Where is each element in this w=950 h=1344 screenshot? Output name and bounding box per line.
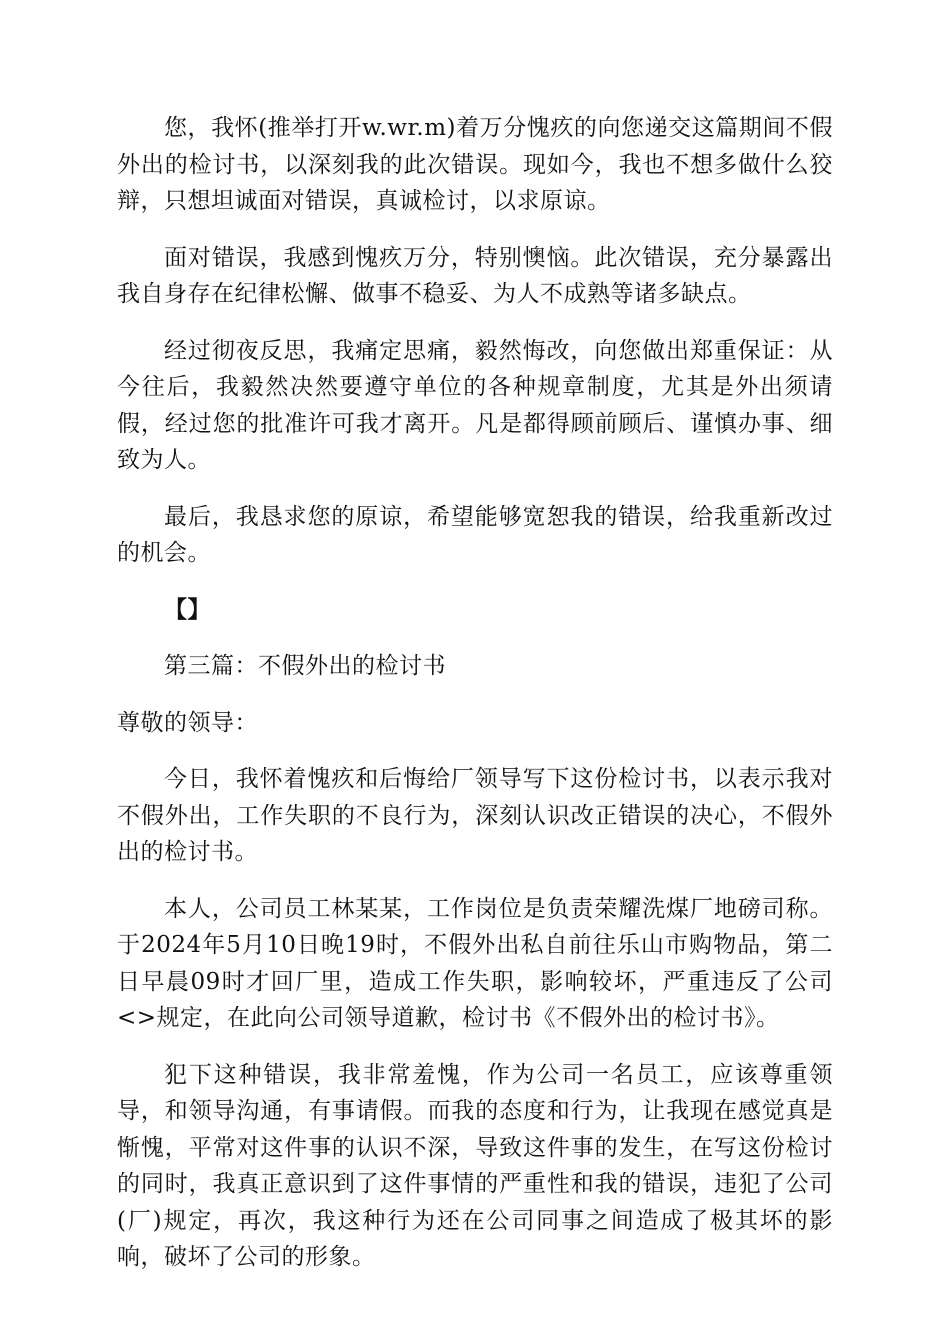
document-body xyxy=(117,110,833,1296)
paragraph-5: 今日，我怀着愧疚和后悔给厂领导写下这份检讨书，以表示我对不假外出，工作失职的不良行为，深刻认识改正错误的决心，不假外出的检讨书。 xyxy=(117,766,833,865)
paragraph-7: 犯下这种错误，我非常羞愧，作为公司一名员工，应该尊重领导，和领导沟通，有事请假。而我的态度和行为，让我现在感觉真是惭愧，平常对这件事的认识不深，导致这件事的发生，在写这份检讨的同时，我真正意识到了这件事情的严重性和我的错误，违犯了公司(厂)规定，再次，我这种行为还在公司同事之间造成了极其坏的影响，破坏了公司的形象。 xyxy=(117,1061,833,1270)
salutation: 尊敬的领导： xyxy=(117,709,258,736)
paragraph-2: 面对错误，我感到愧疚万分，特别懊恼。此次错误，充分暴露出我自身存在纪律松懈、做事不稳妥、为人不成熟等诸多缺点。 xyxy=(117,244,833,307)
paragraph-1: 您，我怀(推举打开w.wr.m)着万分愧疚的向您递交这篇期间不假外出的检讨书，以深刻我的此次错误。现如今，我也不想多做什么狡辩，只想坦诚面对错误，真诚检讨，以求原谅。 xyxy=(117,115,833,214)
paragraph-4: 最后，我恳求您的原谅，希望能够宽恕我的错误，给我重新改过的机会。 xyxy=(117,503,833,566)
paragraph-6: 本人，公司员工林某某，工作岗位是负责荣耀洗煤厂地磅司称。于2024年5月10日晚19时，不假外出私自前往乐山市购物品，第二日早晨09时才回厂里，造成工作失职，影响较坏，严重违反了公司<>规定，在此向公司领导道歉，检讨书《不假外出的检讨书》。 xyxy=(117,895,833,1031)
bracket-marker: 【】 xyxy=(164,595,211,623)
section-heading: 第三篇：不假外出的检讨书 xyxy=(164,653,446,679)
paragraph-3: 经过彻夜反思，我痛定思痛，毅然悔改，向您做出郑重保证：从今往后，我毅然决然要遵守单位的各种规章制度，尤其是外出须请假，经过您的批准许可我才离开。凡是都得顾前顾后、谨慎办事、细致为人。 xyxy=(117,337,833,473)
